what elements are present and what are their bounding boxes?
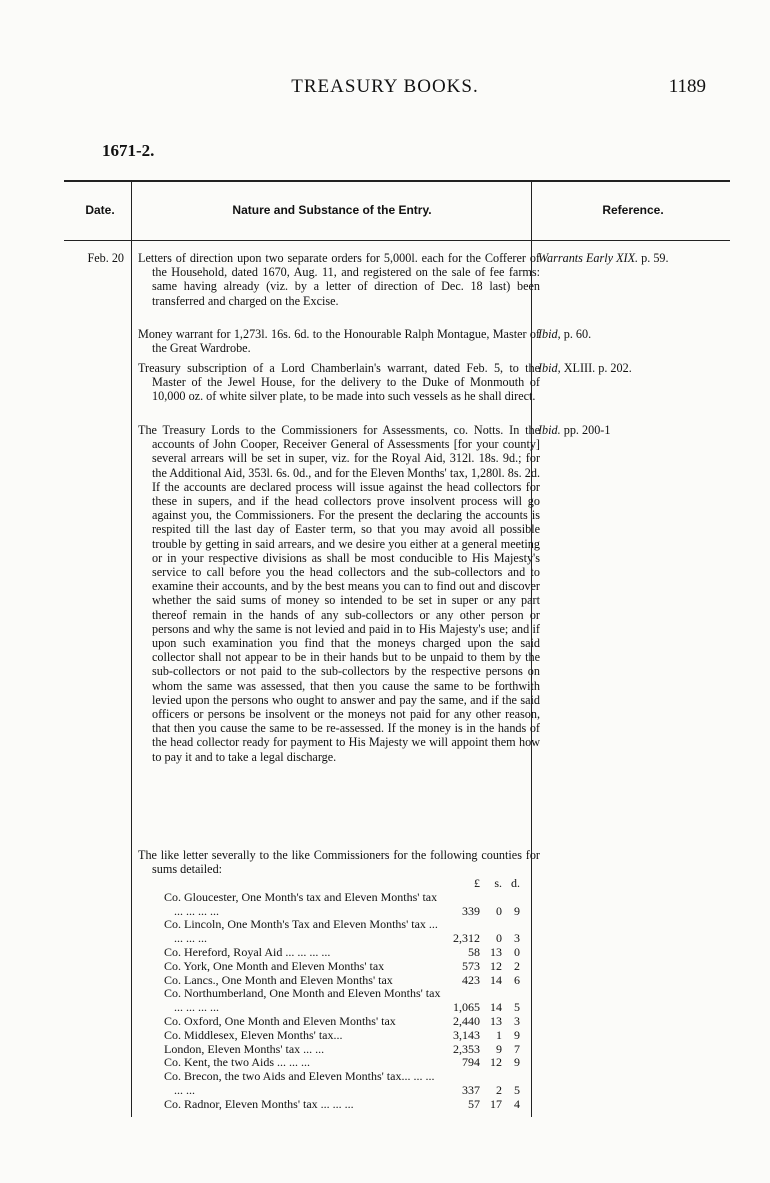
shillings-value: 1 (496, 1027, 502, 1042)
county-label: Co. Lincoln, One Month's Tax and Eleven Months' tax ... ... ... ... (164, 917, 438, 946)
reference-source: Ibid, (538, 361, 561, 375)
entry-text: Letters of direction upon two separate orders for 5,000l. each for the Cofferer of the Household, dated 1670, Aug. 11, and registered on the sale of fee farms: same having already (viz. by a letter of direction of Dec. 18 last) been transferred and charged on the Excise. (138, 251, 540, 308)
table-row (150, 1043, 520, 1057)
entry-text: The like letter severally to the like Commissioners for the following counties for sums detailed: (138, 848, 540, 877)
pence-value: 5 (514, 1082, 520, 1097)
column-divider-left (131, 180, 132, 1117)
pence-value: 3 (514, 931, 520, 946)
entry-reference (538, 423, 728, 437)
pence-value: 9 (514, 1027, 520, 1042)
reference-source: Warrants Early XIX. (538, 251, 639, 265)
table-row (150, 960, 520, 974)
shillings-value: 17 (490, 1096, 502, 1111)
shillings-value: 2 (496, 1082, 502, 1097)
page-number: 1189 (668, 76, 706, 97)
pence-value: 3 (514, 1013, 520, 1028)
year-heading: 1671-2. (102, 141, 155, 160)
shillings-value: 9 (496, 1041, 502, 1056)
pounds-value: 58 (468, 944, 480, 959)
pence-value: 9 (514, 903, 520, 918)
shillings-value: 14 (490, 972, 502, 987)
table-row (150, 1070, 520, 1098)
watermark (22, 527, 71, 564)
table-row (150, 918, 520, 946)
sums-table (150, 877, 520, 1112)
table-top-rule (64, 180, 730, 182)
pence-header: d. (511, 876, 520, 890)
pounds-value: 573 (462, 958, 480, 973)
pence-value: 6 (514, 972, 520, 987)
table-row (150, 946, 520, 960)
shillings-value: 13 (490, 944, 502, 959)
county-label: London, Eleven Months' tax ... ... (164, 1041, 325, 1056)
reference-page: p. 60. (563, 327, 592, 341)
column-header-date: Date. (85, 203, 115, 217)
county-label: Co. Brecon, the two Aids and Eleven Months' tax... ... ... ... ... (164, 1069, 435, 1097)
table-row (150, 891, 520, 919)
entry-reference (538, 251, 742, 265)
county-label: Co. Oxford, One Month and Eleven Months' tax (164, 1013, 396, 1028)
shillings-header: s. (494, 876, 502, 890)
pence-value: 5 (514, 1000, 520, 1015)
county-label: Co. Radnor, Eleven Months' tax ... ... ... (164, 1096, 354, 1111)
pence-value: 7 (514, 1041, 520, 1056)
entry-reference (538, 361, 728, 375)
reference-source: Ibid. (538, 423, 561, 437)
pounds-value: 3,143 (453, 1027, 480, 1042)
reference-page: p. 59. (641, 251, 669, 265)
pounds-header: £ (474, 876, 480, 890)
pounds-value: 2,353 (453, 1041, 480, 1056)
table-header-rule (64, 240, 730, 241)
pounds-value: 337 (462, 1082, 480, 1097)
entry-reference (538, 327, 728, 341)
county-label: Co. Gloucester, One Month's tax and Eleven Months' tax ... ... ... ... (164, 889, 438, 918)
table-row (150, 1015, 520, 1029)
pounds-value: 2,312 (453, 931, 480, 946)
shillings-value: 12 (490, 958, 502, 973)
shillings-value: 12 (490, 1055, 502, 1070)
table-row (150, 987, 520, 1015)
sums-header-row (150, 877, 520, 891)
pounds-value: 794 (462, 1055, 480, 1070)
pounds-value: 1,065 (453, 1000, 480, 1015)
county-label: Co. Lancs., One Month and Eleven Months' tax (164, 972, 393, 987)
county-label: Co. Middlesex, Eleven Months' tax... (164, 1027, 343, 1042)
reference-page: pp. 200-1 (563, 423, 611, 437)
pence-value: 4 (514, 1096, 520, 1111)
pounds-value: 423 (462, 972, 480, 987)
pence-value: 0 (514, 944, 520, 959)
shillings-value: 14 (490, 1000, 502, 1015)
reference-page: XLIII. p. 202. (563, 361, 632, 375)
pence-value: 9 (514, 1055, 520, 1070)
entry-text: The Treasury Lords to the Commissioners for Assessments, co. Notts. In the accounts of John Cooper, Receiver General of Assessments [for your county] several arrears will be set in super, viz. for the Royal Aid, 312l. 18s. 9d.; for the Additional Aid, 353l. 6s. 0d., and for the Eleven Months' tax, 1,280l. 8s. 2d. If the accounts are declared process will issue against the head collectors for these in supers, and if the head collectors prove insolvent process will go against you, the Commissioners. For the present the declaring the accounts is respited till the last day of Easter term, so that you may avoid all possible trouble by getting in said arrears, and we desire you either at a general meeting or in your respective divisions as shall be most conducible to His Majesty's service to call before you the head collectors and the sub-collectors and to examine their accounts, and by the best means you can to find out and discover whether the said sums of money so intended to be set in super or any part thereof remain in the hands of any sub-collectors or any other person or persons and why the same is not levied and paid in to His Majesty's use; and if upon such examination you find that the moneys charged upon the said collector shall not appear to be in their hands but to be unpaid to them by the sub-collectors or not paid to the sub-collectors by the respective persons on whom the same was assessed, that then you cause the same to be forthwith levied upon the persons who ought to answer and pay the same, and if the said officers or persons be insolvent or the moneys not paid for any other reason, that then you cause the same to be re-assessed. If the money is in the hands of the head collector ready for payment to His Majesty we will appoint them how to pay it and to take a legal discharge. (138, 423, 540, 764)
shillings-value: 0 (496, 931, 502, 946)
table-row (150, 974, 520, 988)
table-row (150, 1098, 520, 1112)
shillings-value: 0 (496, 903, 502, 918)
pounds-value: 2,440 (453, 1013, 480, 1028)
county-label: Co. Kent, the two Aids ... ... ... (164, 1055, 310, 1070)
entry-text: Money warrant for 1,273l. 16s. 6d. to the Honourable Ralph Montague, Master of the Great Wardrobe. (138, 327, 540, 356)
entry-text: Treasury subscription of a Lord Chamberlain's warrant, dated Feb. 5, to the Master of the Jewel House, for the delivery to the Duke of Monmouth of 10,000 oz. of white silver plate, to be made into such vessels as he shall direct. (138, 361, 540, 404)
county-label: Co. Hereford, Royal Aid ... ... ... ... (164, 944, 331, 959)
column-header-nature: Nature and Substance of the Entry. (232, 203, 432, 217)
running-title: TREASURY BOOKS. (291, 76, 479, 97)
entry-date: Feb. 20 (87, 251, 124, 265)
shillings-value: 13 (490, 1013, 502, 1028)
county-label: Co. Northumberland, One Month and Eleven Months' tax ... ... ... ... (164, 986, 441, 1015)
table-row (150, 1029, 520, 1043)
column-header-reference: Reference. (602, 203, 664, 217)
pounds-value: 339 (462, 903, 480, 918)
pounds-value: 57 (468, 1096, 480, 1111)
table-row (150, 1056, 520, 1070)
pence-value: 2 (514, 958, 520, 973)
reference-source: Ibid, (538, 327, 561, 341)
county-label: Co. York, One Month and Eleven Months' tax (164, 958, 385, 973)
